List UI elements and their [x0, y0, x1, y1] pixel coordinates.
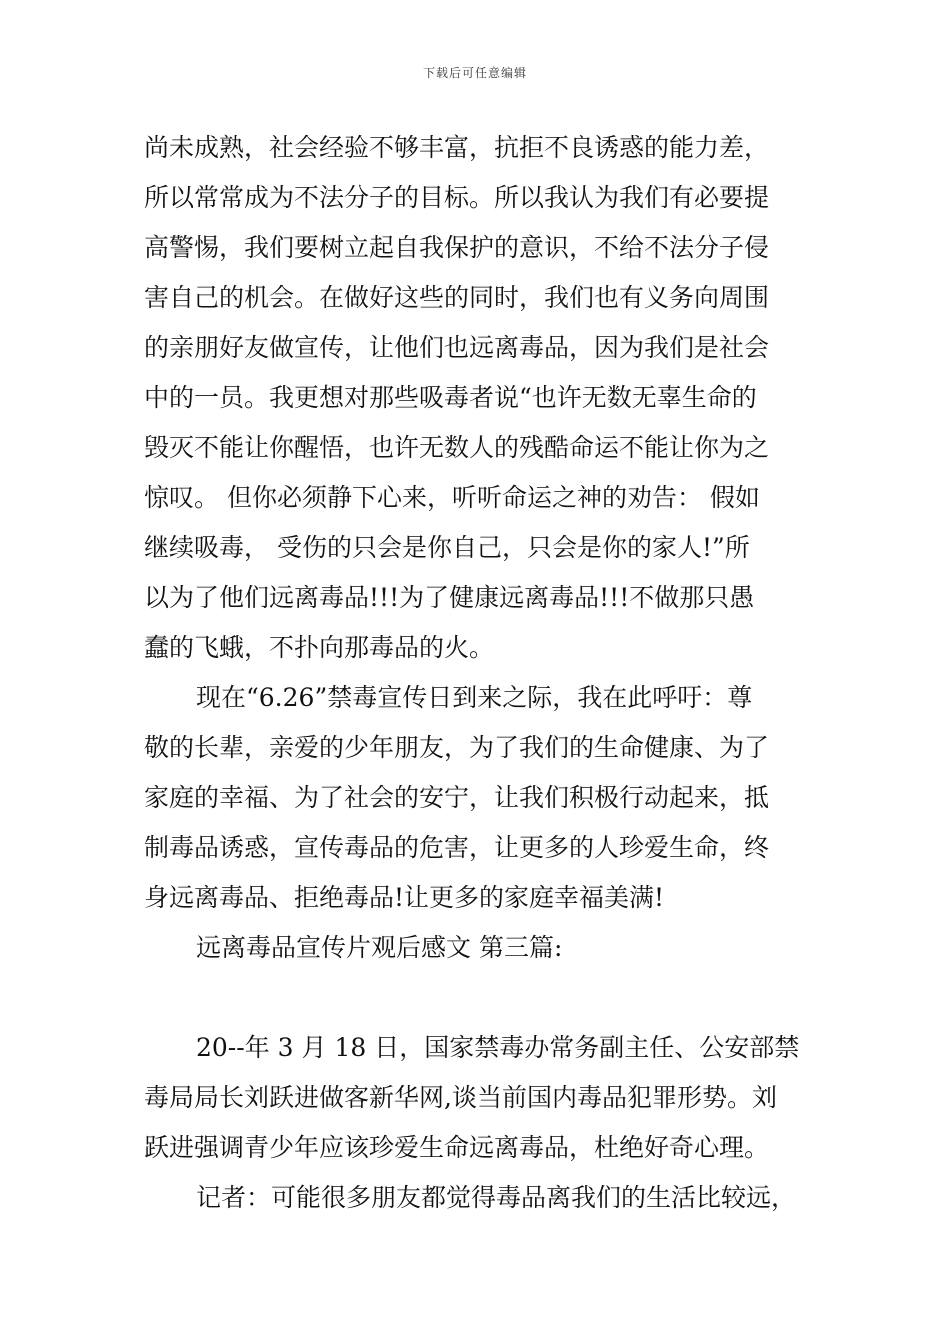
text-line: 害自己的机会。在做好这些的同时，我们也有义务向周围	[144, 283, 770, 312]
text-line: 高警惕，我们要树立起自我保护的意识，不给不法分子侵	[144, 233, 770, 262]
text-line: 的亲朋好友做宣传，让他们也远离毒品，因为我们是社会	[144, 333, 770, 362]
text-line: 以为了他们远离毒品!!!为了健康远离毒品!!!不做那只愚	[144, 583, 755, 612]
text-line: 敬的长辈，亲爱的少年朋友，为了我们的生命健康、为了	[144, 733, 770, 762]
section-heading: 远离毒品宣传片观后感文 第三篇:	[196, 933, 563, 962]
text-line: 所以常常成为不法分子的目标。所以我认为我们有必要提	[144, 183, 770, 212]
text-line: 毁灭不能让你醒悟，也许无数人的残酷命运不能让你为之	[144, 433, 770, 462]
header-note: 下载后可任意编辑	[422, 66, 527, 80]
text-line: 跃进强调青少年应该珍爱生命远离毒品，杜绝好奇心理。	[144, 1133, 770, 1162]
text-line: 毒局局长刘跃进做客新华网,谈当前国内毒品犯罪形势。刘	[144, 1083, 777, 1112]
text-line: 身远离毒品、拒绝毒品!让更多的家庭幸福美满!	[144, 883, 665, 912]
paragraph-start-line: 现在“6.26”禁毒宣传日到来之际，我在此呼吁：尊	[196, 683, 753, 712]
text-line: 制毒品诱惑，宣传毒品的危害，让更多的人珍爱生命，终	[144, 833, 770, 862]
paragraph-start-line: 20--年 3 月 18 日，国家禁毒办常务副主任、公安部禁	[196, 1033, 800, 1062]
text-line: 中的一员。我更想对那些吸毒者说“也许无数无辜生命的	[144, 383, 757, 412]
text-line: 尚未成熟，社会经验不够丰富，抗拒不良诱惑的能力差，	[144, 133, 770, 162]
text-line: 家庭的幸福、为了社会的安宁，让我们积极行动起来，抵	[144, 783, 770, 812]
text-line: 蠢的飞蛾，不扑向那毒品的火。	[144, 633, 495, 662]
paragraph-start-line: 记者：可能很多朋友都觉得毒品离我们的生活比较远，	[196, 1183, 797, 1212]
text-line: 继续吸毒， 受伤的只会是你自己，只会是你的家人!”所	[144, 533, 750, 562]
text-line: 惊叹。 但你必须静下心来，听听命运之神的劝告： 假如	[144, 483, 760, 512]
